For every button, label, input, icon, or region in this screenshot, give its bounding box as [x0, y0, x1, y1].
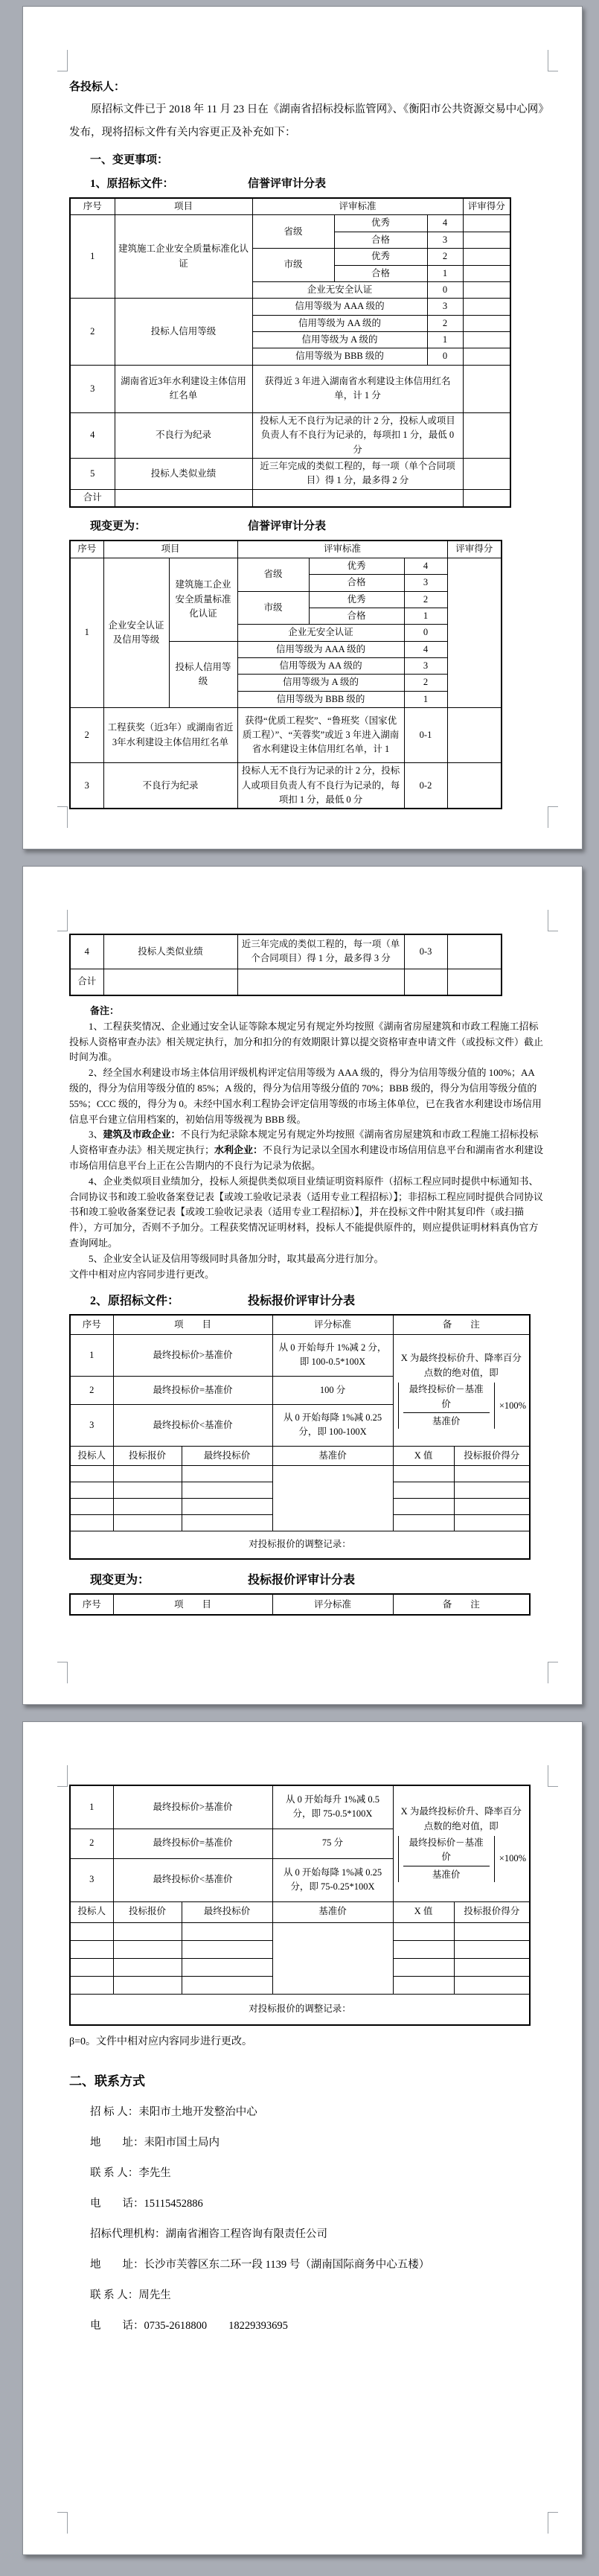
cell: 1	[70, 1334, 113, 1376]
cell: 近三年完成的类似工程的，每一项（单个合同项目）得 1 分，最多得 2 分	[252, 458, 463, 489]
cell	[70, 1976, 113, 1994]
cell	[454, 1498, 530, 1514]
subheader-price-score: 投标报价得分	[454, 1446, 530, 1465]
change-item-2-caption	[69, 1291, 546, 1311]
cell: 信用等级为 BBB 级的	[237, 691, 404, 707]
cell	[182, 1958, 272, 1976]
formula-intro: X 为最终投标价升、降率百分点数的绝对值，即	[400, 1806, 522, 1831]
credit-table-title: 信誉评审计分表	[248, 520, 327, 533]
subheader-base-price: 基准价	[272, 1901, 393, 1922]
cell	[393, 1922, 454, 1940]
cell: 4	[70, 412, 115, 458]
margin-corner-mark	[57, 2512, 68, 2534]
cell	[113, 1922, 182, 1940]
table-row	[70, 299, 510, 315]
cell	[113, 1940, 182, 1958]
cell: 湖南省近3年水利建设主体信用红名单	[115, 365, 252, 412]
contact-section	[69, 2103, 546, 2335]
header-item: 项目	[115, 198, 252, 215]
note-3-text-2: 不良行为记录以全国水利建设市场信用信息平台和湖南省水利建设市场信用信息平台上正在公告期内的不良行为记录为依据。	[69, 1144, 544, 1171]
margin-corner-mark	[548, 2512, 558, 2534]
table-total-row	[70, 489, 510, 507]
cell	[272, 1922, 393, 1994]
cell	[404, 969, 447, 995]
cell: 投标人无不良行为记录的计 2 分，投标人或项目负责人有不良行为记录的，每项扣 1 分，最低 0 分	[237, 763, 404, 809]
formula-note-cell	[393, 1334, 530, 1446]
cell: 最终投标价=基准价	[113, 1829, 272, 1858]
cell: 4	[404, 558, 447, 574]
cell: 投标人类似业绩	[103, 934, 237, 969]
margin-corner-mark	[548, 50, 558, 71]
table-row	[70, 412, 510, 458]
subheader-final-price: 最终投标价	[182, 1446, 272, 1465]
subheader-price-score: 投标报价得分	[454, 1901, 530, 1922]
cell	[182, 1465, 272, 1482]
table-row	[70, 1334, 530, 1376]
cell	[463, 365, 510, 412]
cell	[70, 1922, 113, 1940]
cell: 0-1	[404, 708, 447, 763]
header-item: 项 目	[113, 1594, 272, 1615]
subheader-bidder: 投标人	[70, 1446, 113, 1465]
contact-label: 招 标 人：	[90, 2106, 139, 2118]
cell: 建筑施工企业安全质量标准化认证	[115, 215, 252, 299]
contact-value: 周先生	[138, 2289, 171, 2301]
header-standard: 评审标准	[237, 541, 447, 558]
cell: 市级	[237, 591, 309, 625]
cell: 从 0 开始每降 1%减 0.25 分，即 100-100X	[272, 1404, 393, 1446]
cell	[454, 1976, 530, 1994]
cell: 优秀	[309, 558, 404, 574]
cell	[182, 1482, 272, 1498]
cell: 最终投标价=基准价	[113, 1376, 272, 1404]
page-3	[22, 1721, 583, 2555]
cell: 投标人类似业绩	[115, 458, 252, 489]
times-100: ×100%	[499, 1400, 527, 1411]
price-table-title: 投标报价评审计分表	[248, 1295, 356, 1308]
cell: 信用等级为 AA 级的	[252, 315, 427, 331]
cell	[113, 1482, 182, 1498]
original-file-label: 2、原招标文件：	[90, 1295, 180, 1308]
margin-corner-mark	[57, 1765, 68, 1787]
contact-line-address	[90, 2134, 546, 2152]
margin-corner-mark	[57, 1662, 68, 1683]
original-credit-table	[69, 197, 511, 508]
margin-corner-mark	[548, 910, 558, 931]
cell: 市级	[252, 249, 334, 282]
cell	[272, 1465, 393, 1531]
header-standard: 评分标准	[272, 1594, 393, 1615]
contact-value: 李先生	[138, 2167, 171, 2179]
contact-value: 耒阳市土地开发整治中心	[138, 2106, 257, 2118]
cell	[463, 299, 510, 315]
cell	[113, 1498, 182, 1514]
cell	[182, 1498, 272, 1514]
contact-line-agency-phone	[90, 2317, 546, 2335]
cell	[115, 489, 252, 507]
fraction	[398, 1383, 495, 1429]
cell: 0-3	[404, 934, 447, 969]
price-table-title: 投标报价评审计分表	[248, 1574, 356, 1587]
contact-label: 地 址：	[90, 2259, 144, 2271]
cell: 工程获奖（近3年）或湖南省近3年水利建设主体信用红名单	[103, 708, 237, 763]
note-3-bold-water: 水利企业：	[214, 1144, 263, 1156]
note-5: 5、企业安全认证及信用等级同时具备加分时，取其最高分进行加分。	[89, 1252, 384, 1264]
cell: 合格	[309, 608, 404, 624]
cell	[447, 708, 502, 763]
change-item-1-caption	[69, 174, 546, 194]
cell: 75 分	[272, 1829, 393, 1858]
salutation: 各投标人：	[69, 81, 126, 93]
page-2	[22, 866, 583, 1705]
header-seq: 序号	[70, 541, 103, 558]
table-header-row	[70, 541, 502, 558]
cell: 获得近 3 年进入湖南省水利建设主体信用红名单，计 1 分	[252, 365, 463, 412]
cell	[463, 315, 510, 331]
cell	[447, 558, 502, 707]
cell: 0-2	[404, 763, 447, 809]
cell: 投标人信用等级	[169, 641, 237, 708]
cell: 企业安全认证及信用等级	[103, 558, 169, 707]
beta-line: β=0。文件中相对应内容同步进行更改。	[69, 2036, 253, 2047]
header-item: 项 目	[113, 1315, 272, 1334]
cell: 5	[70, 458, 115, 489]
cell	[463, 458, 510, 489]
sync-line: 文件中相对应内容同步进行更改。	[69, 1268, 215, 1280]
cell: 2	[70, 1829, 113, 1858]
contact-line-person	[90, 2164, 546, 2182]
cell: 4	[70, 934, 103, 969]
cell: 信用等级为 A 级的	[237, 675, 404, 691]
cell	[463, 412, 510, 458]
cell	[454, 1482, 530, 1498]
cell: 合格	[309, 575, 404, 591]
original-file-label: 1、原招标文件：	[90, 178, 174, 190]
cell	[447, 969, 502, 995]
cell: 合计	[70, 969, 103, 995]
formula-fraction	[397, 1383, 527, 1429]
cell: 3	[70, 365, 115, 412]
table-row	[70, 708, 502, 763]
page-1	[22, 6, 583, 849]
revised-price-table-part2	[69, 1785, 531, 2026]
table-header-row	[70, 198, 510, 215]
formula-note-cell	[393, 1785, 530, 1901]
cell: 信用等级为 AAA 级的	[237, 641, 404, 657]
table-header-row	[70, 1594, 530, 1615]
subheader-final-price: 最终投标价	[182, 1901, 272, 1922]
cell: 最终投标价<基准价	[113, 1404, 272, 1446]
revised-credit-table-part2	[69, 934, 502, 996]
cell	[113, 1514, 182, 1531]
contact-line-phone	[90, 2195, 546, 2213]
header-standard: 评分标准	[272, 1315, 393, 1334]
changed-to-caption-2	[69, 1570, 546, 1590]
cell: 2	[404, 591, 447, 608]
subheader-x-value: X 值	[393, 1901, 454, 1922]
cell: 1	[70, 558, 103, 707]
cell	[463, 332, 510, 348]
header-seq: 序号	[70, 1315, 113, 1334]
cell: 0	[427, 348, 463, 365]
cell: 2	[427, 315, 463, 331]
cell	[393, 1958, 454, 1976]
note-4: 4、企业类似项目业绩加分，投标人须提供类似项目业绩证明资料原件（招标工程应同时提供中标通知书、合同协议书和竣工验收备案登记表【或竣工验收记录表（适用专业工程招标）】；非招标工程应同时提供合同协议书和竣工验收备案登记表【或竣工验收记录表（适用专业工程招标）】，并在投标文件中附其复印件（或扫描件），方可加分，否则不予加分。工程获奖情况证明材料，投标人不能提供原件的，则应提供证明材料真伪官方查询网址。	[69, 1175, 544, 1249]
cell: 1	[427, 332, 463, 348]
margin-corner-mark	[548, 806, 558, 828]
cell: 0	[404, 625, 447, 641]
cell	[463, 215, 510, 232]
original-price-table	[69, 1314, 531, 1560]
cell	[252, 489, 463, 507]
revised-price-table-part1	[69, 1593, 531, 1616]
changed-to-label: 现变更为：	[90, 1574, 150, 1587]
cell: 3	[404, 658, 447, 675]
intro-paragraph: 原招标文件已于 2018 年 11 月 23 日在《湖南省招标投标监管网》、《衡阳市公共资源交易中心网》发布，现将招标文件有关内容更正及补充如下：	[69, 103, 544, 138]
adjustment-record-row	[70, 1994, 530, 2025]
cell: 3	[404, 575, 447, 591]
header-note: 备 注	[393, 1315, 530, 1334]
cell	[70, 1465, 113, 1482]
cell	[463, 249, 510, 265]
cell: 从 0 开始每升 1%减 0.5 分，即 75-0.5*100X	[272, 1785, 393, 1829]
cell: 2	[70, 708, 103, 763]
contact-value: 湖南省湘咨工程咨询有限责任公司	[165, 2228, 327, 2240]
cell: 优秀	[309, 591, 404, 608]
contact-label: 联 系 人：	[90, 2289, 139, 2301]
note-1: 1、工程获奖情况、企业通过安全认证等除本规定另有规定外均按照《湖南省房屋建筑和市政工程施工招标投标人资格审查办法》相关规定执行，加分和扣分的有效期限计算以提交资格审查申请文件（或投标文件）截止时间为准。	[69, 1020, 544, 1063]
cell	[393, 1940, 454, 1958]
contact-label: 电 话：	[90, 2320, 144, 2332]
margin-corner-mark	[548, 1765, 558, 1787]
cell: 0	[427, 281, 463, 298]
table-row	[70, 934, 502, 969]
cell	[70, 1514, 113, 1531]
cell: 4	[427, 215, 463, 232]
contact-label: 联 系 人：	[90, 2167, 139, 2179]
cell	[393, 1465, 454, 1482]
changed-to-caption	[69, 517, 546, 537]
times-100: ×100%	[499, 1853, 526, 1864]
subheader-base-price: 基准价	[272, 1446, 393, 1465]
cell	[182, 1976, 272, 1994]
cell	[182, 1922, 272, 1940]
cell	[70, 1940, 113, 1958]
changed-to-label: 现变更为：	[90, 520, 147, 533]
subheader-bid-price: 投标报价	[113, 1901, 182, 1922]
margin-corner-mark	[57, 806, 68, 828]
contact-value: 耒阳市国土局内	[144, 2137, 220, 2149]
cell: 3	[427, 299, 463, 315]
cell	[113, 1958, 182, 1976]
cell: 3	[70, 1404, 113, 1446]
cell: 100 分	[272, 1376, 393, 1404]
credit-table-title: 信誉评审计分表	[248, 178, 327, 190]
formula-intro: X 为最终投标价升、降率百分点数的绝对值，即	[400, 1353, 522, 1378]
note-3-text-1: 不良行为纪录除本规定另有规定外均按照《湖南省房屋建筑和市政工程施工招标投标人资格审查办法》相关规定执行；	[69, 1129, 539, 1156]
contact-value: 15115452886	[144, 2198, 203, 2210]
cell	[393, 1976, 454, 1994]
cell: 最终投标价>基准价	[113, 1785, 272, 1829]
contact-line-agency-person	[90, 2286, 546, 2304]
fraction-numerator: 最终投标价－基准价	[403, 1836, 490, 1866]
header-item: 项目	[103, 541, 237, 558]
notes-section	[69, 1004, 546, 1282]
contact-section-title: 二、联系方式	[69, 2074, 145, 2088]
header-score: 评审得分	[447, 541, 502, 558]
table-total-row	[70, 969, 502, 995]
adjustment-record-cell: 对投标报价的调整记录：	[70, 1994, 530, 2025]
header-note: 备 注	[393, 1594, 530, 1615]
cell	[463, 348, 510, 365]
cell	[70, 1482, 113, 1498]
margin-corner-mark	[57, 50, 68, 71]
table-row	[70, 1465, 530, 1482]
cell: 企业无安全认证	[252, 281, 427, 298]
revised-credit-table-part1	[69, 540, 502, 809]
contact-line-agency	[90, 2225, 546, 2243]
cell: 不良行为纪录	[103, 763, 237, 809]
contact-line-agency-address	[90, 2256, 546, 2274]
contact-label: 招标代理机构：	[90, 2228, 166, 2240]
table-row	[70, 558, 502, 574]
cell	[182, 1940, 272, 1958]
fraction	[398, 1836, 495, 1882]
cell: 近三年完成的类似工程的，每一项（单个合同项目）得 1 分，最多得 3 分	[237, 934, 404, 969]
margin-corner-mark	[57, 910, 68, 931]
contact-line-tenderer	[90, 2103, 546, 2121]
cell	[454, 1465, 530, 1482]
cell	[463, 232, 510, 248]
cell: 信用等级为 A 级的	[252, 332, 427, 348]
contact-label: 电 话：	[90, 2198, 144, 2210]
fraction-denominator: 基准价	[432, 1415, 461, 1426]
cell	[70, 1498, 113, 1514]
notes-label: 备注：	[90, 1005, 120, 1016]
table-row	[70, 215, 510, 232]
cell	[454, 1940, 530, 1958]
note-2: 2、经全国水利建设市场主体信用评级机构评定信用等级为 AAA 级的，得分为信用等级分值的 100%；AA 级的，得分为信用等级分值的 85%；A 级的，得分为信用等级分值的 70%；BBB 级的，得分为信用等级分值的 55%；CCC 级的，得分为 0。未经中国水利工程协会评定信用等级的市场主体单位，已在我省水利建设市场信用信息平台建立信用档案的，初始信用等级视为 BBB 级。	[69, 1067, 542, 1125]
cell	[447, 934, 502, 969]
subheader-x-value: X 值	[393, 1446, 454, 1465]
fraction-denominator: 基准价	[432, 1869, 461, 1880]
formula-fraction	[397, 1836, 527, 1882]
cell: 不良行为纪录	[115, 412, 252, 458]
cell: 2	[404, 675, 447, 691]
cell: 合格	[334, 232, 427, 248]
cell: 从 0 开始每降 1%减 0.25 分，即 75-0.25*100X	[272, 1858, 393, 1901]
cell: 1	[70, 215, 115, 299]
header-score: 评审得分	[463, 198, 510, 215]
table-row	[70, 1922, 530, 1940]
table-subheader-row	[70, 1446, 530, 1465]
cell: 3	[70, 763, 103, 809]
cell: 1	[404, 691, 447, 707]
contact-value: 长沙市芙蓉区东二环一段 1139 号（湖南国际商务中心五楼）	[144, 2259, 430, 2271]
cell: 2	[70, 1376, 113, 1404]
adjustment-record-row	[70, 1531, 530, 1559]
contact-value: 0735-2618800 18229393695	[144, 2320, 288, 2332]
contact-label: 地 址：	[90, 2137, 144, 2149]
cell	[447, 763, 502, 809]
cell: 最终投标价>基准价	[113, 1334, 272, 1376]
cell: 投标人无不良行为记录的计 2 分，投标人或项目负责人有不良行为记录的，每项扣 1 分，最低 0 分	[252, 412, 463, 458]
table-row	[70, 458, 510, 489]
header-seq: 序号	[70, 198, 115, 215]
cell: 企业无安全认证	[237, 625, 404, 641]
cell: 3	[427, 232, 463, 248]
header-standard: 评审标准	[252, 198, 463, 215]
table-row	[70, 365, 510, 412]
cell	[393, 1482, 454, 1498]
cell: 优秀	[334, 215, 427, 232]
cell	[463, 265, 510, 281]
cell	[454, 1922, 530, 1940]
cell	[454, 1514, 530, 1531]
cell: 省级	[252, 215, 334, 249]
cell	[454, 1958, 530, 1976]
cell: 合计	[70, 489, 115, 507]
cell: 信用等级为 AA 级的	[237, 658, 404, 675]
note-3	[69, 1127, 546, 1173]
cell	[393, 1514, 454, 1531]
subheader-bid-price: 投标报价	[113, 1446, 182, 1465]
cell	[463, 489, 510, 507]
cell: 1	[404, 608, 447, 624]
cell: 建筑施工企业安全质量标准化认证	[169, 558, 237, 641]
cell: 合格	[334, 265, 427, 281]
table-row	[70, 763, 502, 809]
cell: 优秀	[334, 249, 427, 265]
table-header-row	[70, 1315, 530, 1334]
cell	[103, 969, 237, 995]
cell	[182, 1514, 272, 1531]
cell: 获得“优质工程奖”、“鲁班奖（国家优质工程）”、“芙蓉奖”或近 3 年进入湖南省水利建设主体信用红名单，计 1	[237, 708, 404, 763]
section-1-title: 一、变更事项：	[90, 154, 169, 166]
table-subheader-row	[70, 1901, 530, 1922]
cell	[237, 969, 404, 995]
header-seq: 序号	[70, 1594, 113, 1615]
cell	[113, 1976, 182, 1994]
cell: 2	[427, 249, 463, 265]
note-3-bold-construction: 建筑及市政企业：	[103, 1129, 181, 1141]
cell	[463, 281, 510, 298]
cell: 4	[404, 641, 447, 657]
subheader-bidder: 投标人	[70, 1901, 113, 1922]
cell: 3	[70, 1858, 113, 1901]
cell: 1	[427, 265, 463, 281]
cell: 2	[70, 299, 115, 366]
note-3-number: 3、	[89, 1129, 103, 1141]
cell	[70, 1958, 113, 1976]
cell: 省级	[237, 558, 309, 591]
cell: 信用等级为 AAA 级的	[252, 299, 427, 315]
fraction-numerator: 最终投标价－基准价	[403, 1383, 490, 1413]
cell	[113, 1465, 182, 1482]
cell: 投标人信用等级	[115, 299, 252, 366]
adjustment-record-cell: 对投标报价的调整记录：	[70, 1531, 530, 1559]
cell: 最终投标价<基准价	[113, 1858, 272, 1901]
cell: 从 0 开始每升 1%减 2 分，即 100-0.5*100X	[272, 1334, 393, 1376]
table-row	[70, 1785, 530, 1829]
cell: 1	[70, 1785, 113, 1829]
margin-corner-mark	[548, 1662, 558, 1683]
cell	[393, 1498, 454, 1514]
cell: 信用等级为 BBB 级的	[252, 348, 427, 365]
